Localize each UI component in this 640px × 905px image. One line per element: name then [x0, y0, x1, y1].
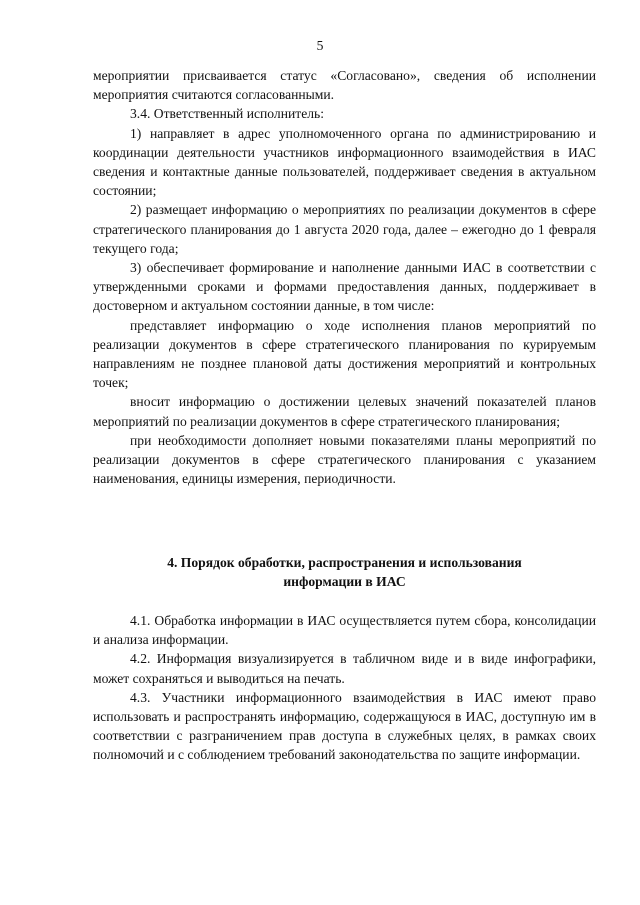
clause-4-2: 4.2. Информация визуализируется в табличном виде и в виде инфографики, может сохраняться и выводиться на печать.: [93, 651, 596, 686]
body-text-top: [93, 66, 596, 488]
clause-3-4-title: 3.4. Ответственный исполнитель:: [130, 106, 324, 122]
clause-3-4-item-3-sub-1: представляет информацию о ходе исполнения планов мероприятий по реализации документов в сфере стратегического планирования по курируемым направлениям не позднее плановой даты достижения мероприятий и контрольных точек;: [93, 317, 596, 391]
clause-3-4-item-3: 3) обеспечивает формирование и наполнение данными ИАС в соответствии с утвержденными сроками и формами предоставления данных, поддерживает в достоверном и актуальном состоянии данные, в том числе:: [93, 260, 596, 314]
clause-3-4-item-1: 1) направляет в адрес уполномоченного органа по администрированию и координации деятельности участников информационного взаимодействия в ИАС сведения и контактные данные пользователей, поддерживает сведения в актуальном состоянии;: [93, 125, 596, 199]
clause-3-4-item-3-sub-3: при необходимости дополняет новыми показателями планы мероприятий по реализации документов в сфере стратегического планирования с указанием наименования, единицы измерения, периодичности.: [93, 432, 596, 487]
body-text-bottom: [93, 611, 596, 765]
section-4-heading-line-2: информации в ИАС: [283, 574, 406, 590]
section-4-heading-line-1: 4. Порядок обработки, распространения и использования: [167, 555, 522, 570]
clause-3-4-item-3-sub-2: вносит информацию о достижении целевых значений показателей планов мероприятий по реализации документов в сфере стратегического планирования;: [93, 394, 596, 429]
clause-4-1: 4.1. Обработка информации в ИАС осуществляется путем сбора, консолидации и анализа информации.: [93, 613, 596, 648]
page-number: 5: [316, 38, 324, 53]
clause-4-3: 4.3. Участники информационного взаимодействия в ИАС имеют право использовать и распространять информацию, содержащуюся в ИАС, доступную им в соответствии с разграничением прав доступа в служебных целях, в рамках своих полномочий и с соблюдением требований законодательства по защите информации.: [93, 689, 596, 763]
section-4-heading: [93, 553, 596, 591]
clause-3-4-item-2: 2) размещает информацию о мероприятиях по реализации документов в сфере стратегического планирования до 1 августа 2020 года, далее – ежегодно до 1 февраля текущего года;: [93, 202, 596, 256]
paragraph-continuation: мероприятии присваивается статус «Согласовано», сведения об исполнении мероприятия считаются согласованными.: [93, 68, 596, 103]
